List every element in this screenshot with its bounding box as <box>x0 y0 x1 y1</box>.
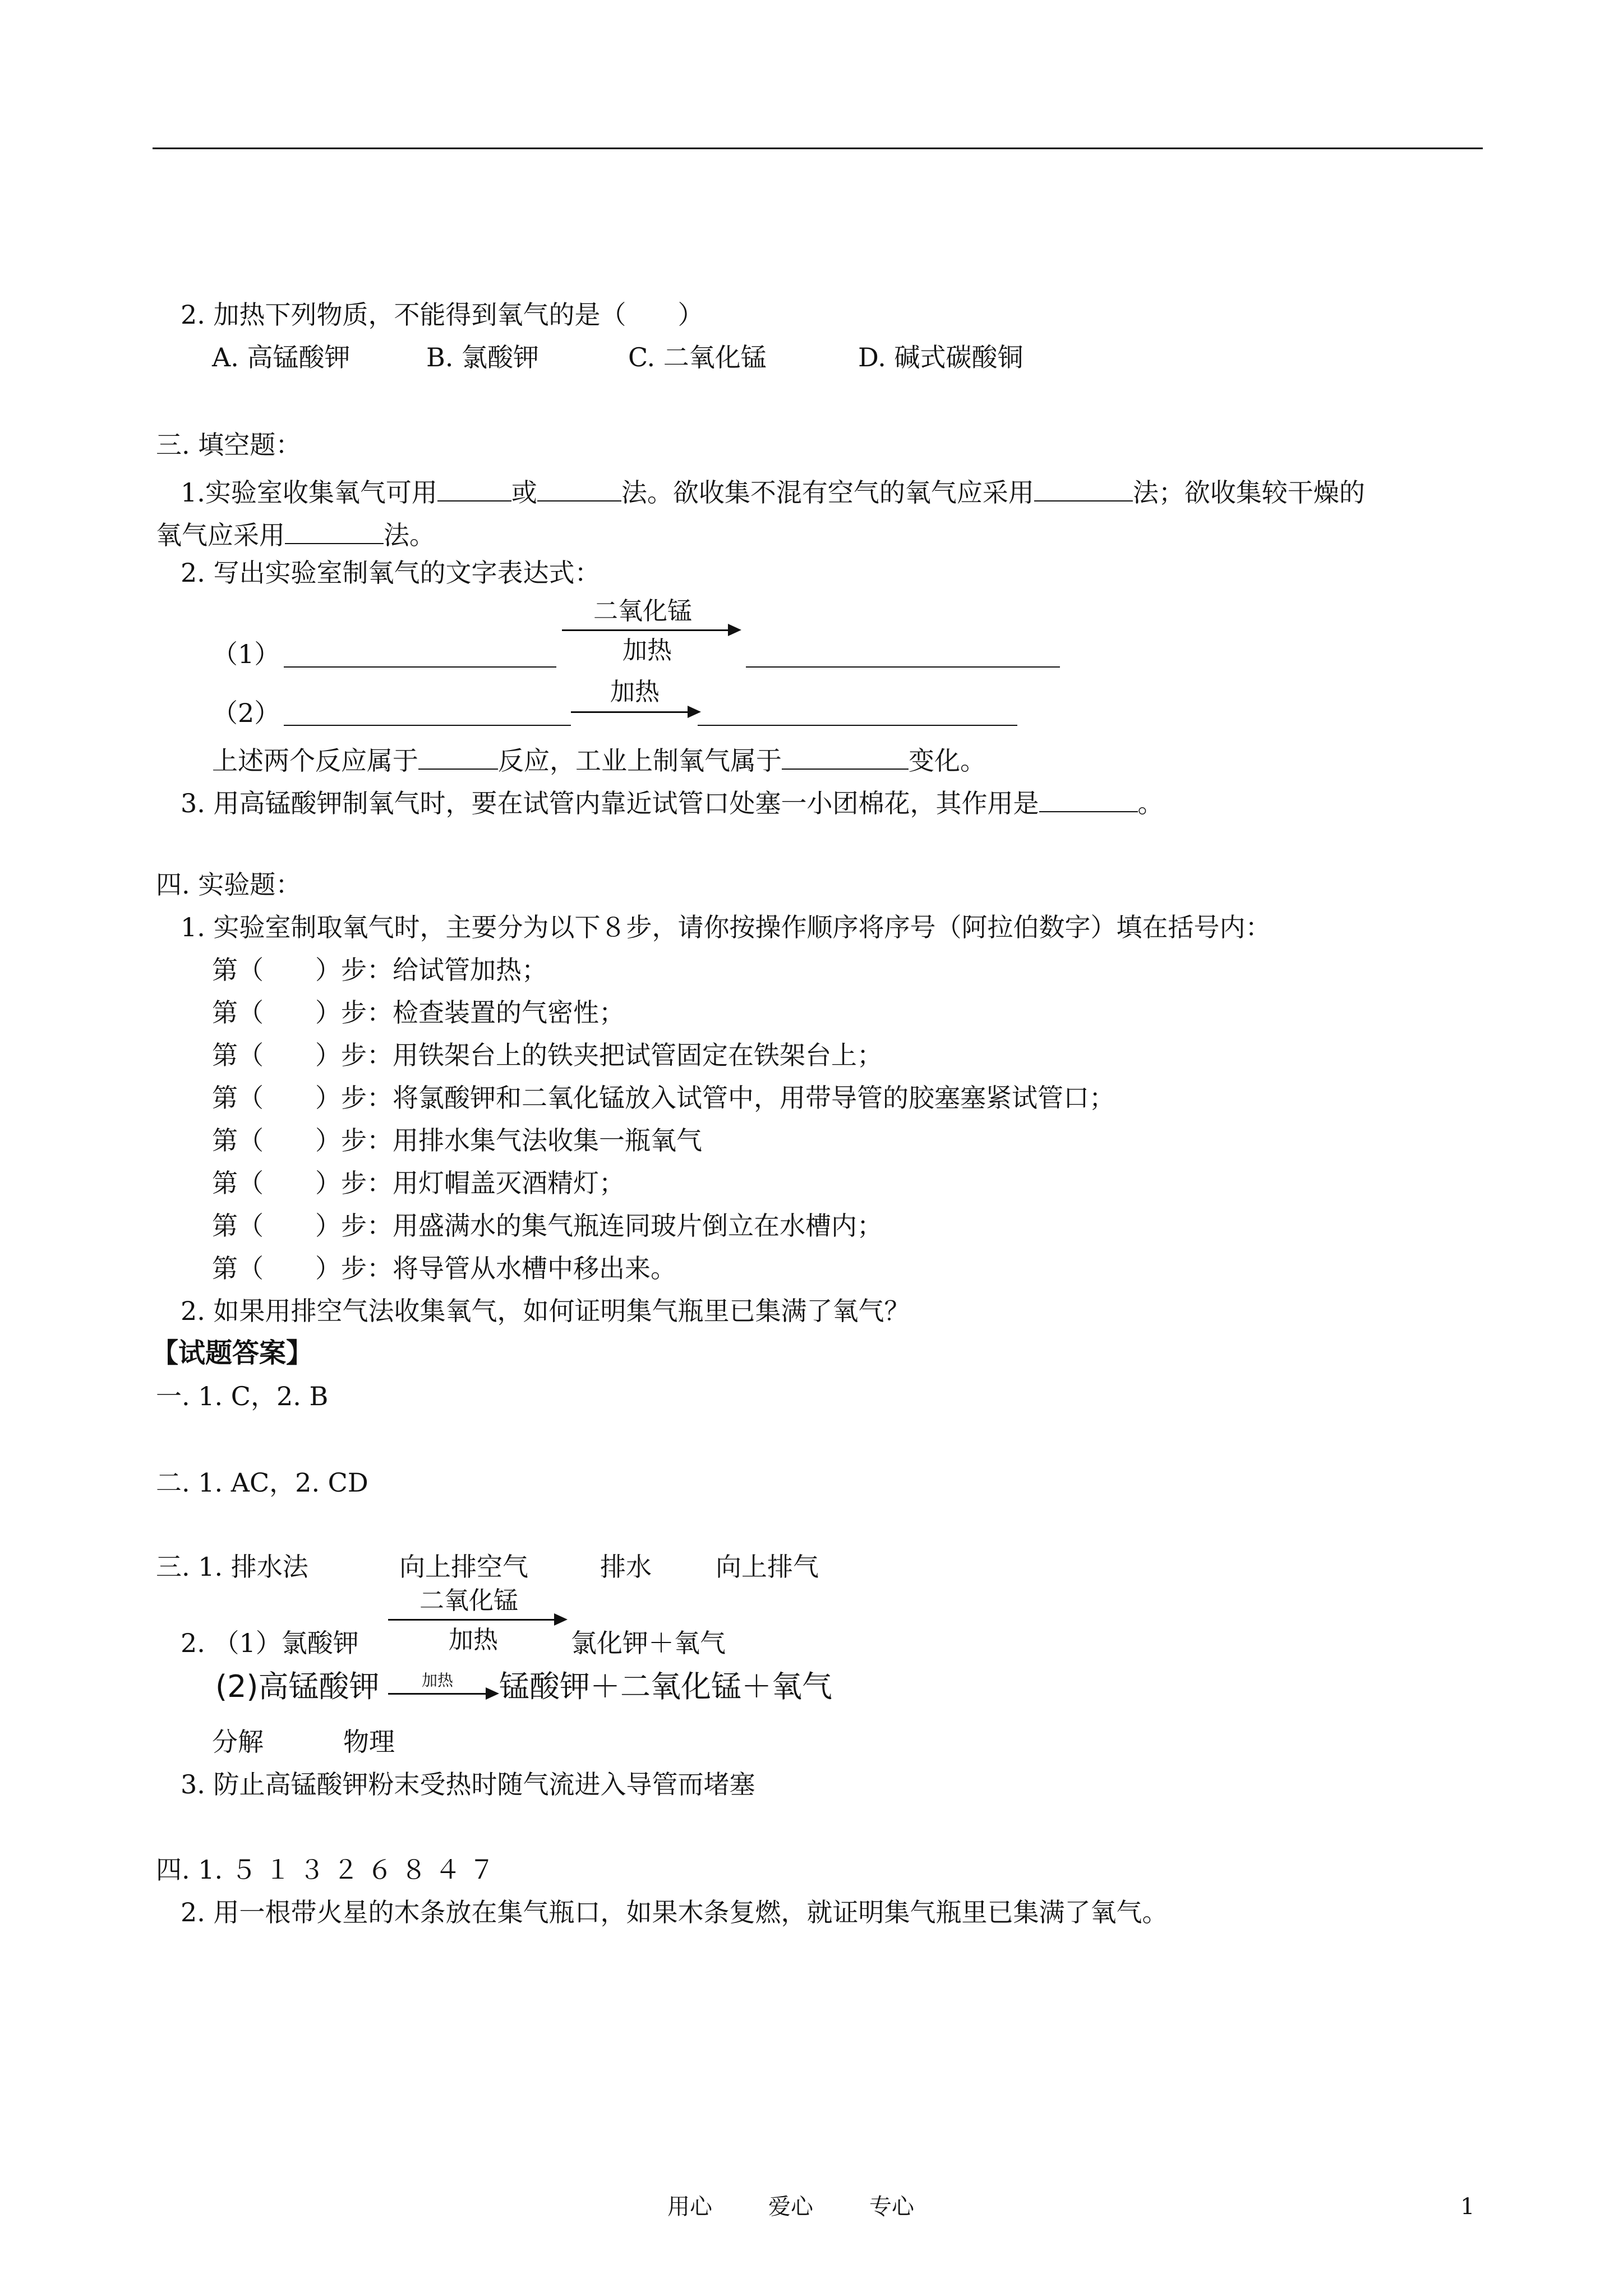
question-2-stem: 2. 加热下列物质，不能得到氧气的是（ ） <box>181 300 704 330</box>
eq2-product-blank <box>698 725 1017 726</box>
ans-eq1-condition-top: 二氧化锰 <box>419 1586 518 1615</box>
eq1-reactant-blank <box>284 666 556 668</box>
answer-section-1: 一. 1. C，2. B <box>156 1381 329 1411</box>
fill-q1-text-e: 氧气应采用 <box>156 520 285 550</box>
option-a: A. 高锰酸钾 <box>212 342 351 372</box>
blank <box>437 475 511 501</box>
ans-type-2: 物理 <box>343 1727 395 1757</box>
fill-q1-text-a: 1.实验室收集氧气可用 <box>181 477 437 508</box>
blank <box>782 743 909 770</box>
footer-motto-1: 用心 <box>667 2194 712 2220</box>
option-c: C. 二氧化锰 <box>628 342 767 372</box>
section-3-heading: 三. 填空题： <box>156 430 302 460</box>
answer-3-1-c: 排水 <box>600 1552 652 1582</box>
reaction-type-text-a: 上述两个反应属于 <box>212 746 418 776</box>
fill-q1-text-b: 或 <box>511 477 537 508</box>
eq2-reactant-blank <box>284 725 571 726</box>
answer-section-4: 四. 1. ５ １ ３ ２ ６ ８ ４ ７ <box>156 1855 495 1885</box>
reaction-type-line <box>212 743 986 774</box>
blank <box>1034 475 1133 501</box>
fill-q1-line2 <box>156 517 435 548</box>
footer-motto-2: 爱心 <box>768 2194 813 2220</box>
ans-eq1-product: 氯化钾＋氧气 <box>571 1628 726 1658</box>
step-line: 第（ ）步：用盛满水的集气瓶连同玻片倒立在水槽内； <box>212 1211 883 1241</box>
eq1-label: （1） <box>212 639 280 669</box>
blank <box>1039 785 1138 812</box>
eq1-condition-bottom: 加热 <box>623 636 672 665</box>
answer-3-1-a: 三. 1. 排水法 <box>156 1552 308 1582</box>
fill-q3-end: 。 <box>1137 788 1164 818</box>
step-line: 第（ ）步：检查装置的气密性； <box>212 997 625 1028</box>
eq1-condition-top: 二氧化锰 <box>593 597 692 625</box>
fill-q1-line1 <box>181 475 1365 508</box>
answer-3-1-b: 向上排空气 <box>399 1552 528 1582</box>
eq2-label: （2） <box>212 698 280 728</box>
ans-4-q2: 2. 用一根带火星的木条放在集气瓶口，如果木条复燃，就证明集气瓶里已集满了氧气。 <box>181 1897 1168 1927</box>
fill-q2-stem: 2. 写出实验室制氧气的文字表达式： <box>181 558 601 588</box>
ans-eq2-condition: 加热 <box>422 1671 454 1690</box>
answer-3-1-d: 向上排气 <box>716 1552 819 1582</box>
fill-q3-text: 3. 用高锰酸钾制氧气时，要在试管内靠近试管口处塞一小团棉花，其作用是 <box>181 788 1039 818</box>
fill-q1-text-d: 法；欲收集较干燥的 <box>1132 477 1365 508</box>
ans-eq1-reactant: 2. （1）氯酸钾 <box>181 1628 359 1658</box>
fill-q1-text-c: 法。欲收集不混有空气的氧气应采用 <box>621 477 1034 508</box>
exp-q2: 2. 如果用排空气法收集氧气，如何证明集气瓶里已集满了氧气？ <box>181 1296 910 1326</box>
header-rule <box>153 148 1483 149</box>
step-line: 第（ ）步：用铁架台上的铁夹把试管固定在铁架台上； <box>212 1040 883 1070</box>
exp-q1-stem: 1. 实验室制取氧气时，主要分为以下８步，请你按操作顺序将序号（阿拉伯数字）填在括号内： <box>181 912 1271 942</box>
blank <box>537 475 621 501</box>
section-4-heading: 四. 实验题： <box>156 869 302 900</box>
option-b: B. 氯酸钾 <box>426 342 540 372</box>
ans-3-q3: 3. 防止高锰酸钾粉末受热时随气流进入导管而堵塞 <box>181 1769 755 1800</box>
option-d: D. 碱式碳酸铜 <box>858 342 1023 372</box>
step-line: 第（ ）步：将氯酸钾和二氧化锰放入试管中，用带导管的胶塞塞紧试管口； <box>212 1083 1115 1113</box>
step-line: 第（ ）步：将导管从水槽中移出来。 <box>212 1253 676 1283</box>
reaction-type-text-b: 反应，工业上制氧气属于 <box>498 746 782 776</box>
eq1-product-blank <box>746 666 1060 668</box>
step-line: 第（ ）步：给试管加热； <box>212 955 547 985</box>
blank <box>418 743 498 770</box>
step-line: 第（ ）步：用排水集气法收集一瓶氧气 <box>212 1125 702 1156</box>
reaction-type-text-c: 变化。 <box>909 746 986 776</box>
eq2-condition: 加热 <box>610 678 660 706</box>
blank <box>285 517 384 544</box>
ans-eq2-product: 锰酸钾＋二氧化锰＋氧气 <box>499 1669 832 1704</box>
answer-section-2: 二. 1. AC，2. CD <box>156 1467 368 1498</box>
ans-eq1-condition-bottom: 加热 <box>449 1626 498 1654</box>
footer-motto-3: 专心 <box>869 2194 914 2220</box>
step-line: 第（ ）步：用灯帽盖灭酒精灯； <box>212 1168 625 1198</box>
fill-q1-text-f: 法。 <box>384 520 435 550</box>
page-number: 1 <box>1460 2194 1475 2220</box>
answers-heading: 【试题答案】 <box>151 1337 313 1369</box>
ans-eq2-reactant: (2)高锰酸钾 <box>215 1669 380 1704</box>
ans-type-1: 分解 <box>212 1727 264 1757</box>
fill-q3-line <box>181 785 1164 816</box>
